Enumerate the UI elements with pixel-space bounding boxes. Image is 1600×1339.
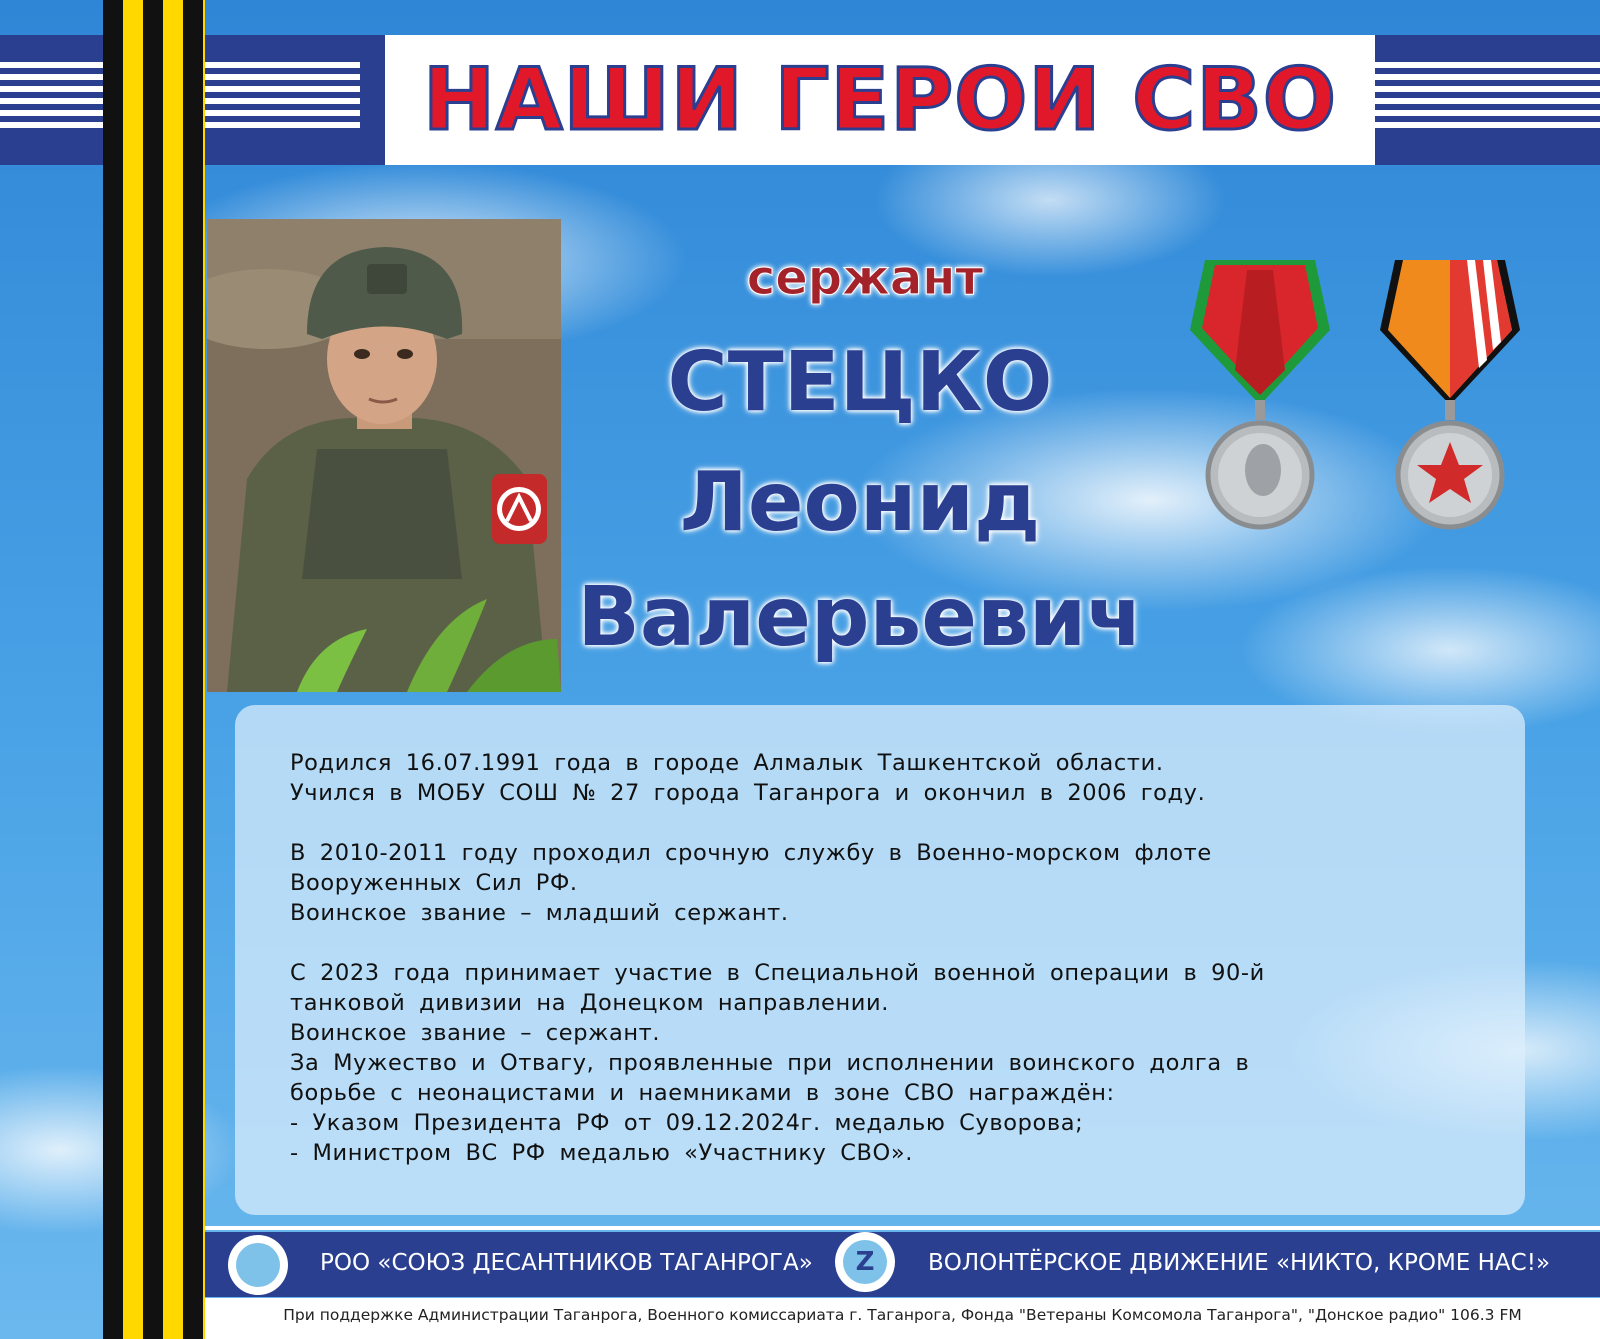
footer-stripe (205, 1226, 1600, 1230)
bio-line: Воинское звание – младший сержант. (290, 900, 789, 926)
bio-line: В 2010-2011 году проходил срочную службу в Военно-морском флоте (290, 840, 1212, 866)
bio-line: За Мужество и Отвагу, проявленные при исполнении воинского долга в (290, 1050, 1250, 1076)
biography-text (290, 748, 1340, 1168)
hero-first-name: Леонид (679, 455, 1041, 550)
suvorov-medal-icon (1185, 260, 1335, 540)
bio-line: танковой дивизии на Донецком направлении. (290, 990, 890, 1016)
support-credits: При поддержке Администрации Таганрога, Военного комиссариата г. Таганрога, Фонда "Ветераны Комсомола Таганрога", "Донское радио" 106.3 FM (283, 1306, 1522, 1324)
org-paratroopers-union: РОО «СОЮЗ ДЕСАНТНИКОВ ТАГАНРОГА» (320, 1250, 813, 1276)
bio-line: Родился 16.07.1991 года в городе Алмалык Ташкентской области. (290, 750, 1164, 776)
bio-line: - Указом Президента РФ от 09.12.2024г. медалью Суворова; (290, 1110, 1084, 1136)
soldier-photo (207, 219, 561, 692)
hero-patronymic: Валерьевич (577, 570, 1143, 665)
st-george-ribbon (103, 0, 205, 1339)
page-title: НАШИ ГЕРОИ СВО (422, 50, 1338, 150)
title-box (385, 35, 1375, 165)
paratroopers-union-logo (228, 1235, 288, 1295)
soldier-illustration (207, 219, 561, 692)
bio-line: Вооруженных Сил РФ. (290, 870, 578, 896)
z-letter: Z (855, 1247, 875, 1277)
volunteer-movement-logo (835, 1232, 895, 1292)
rank-label: сержант (746, 250, 984, 306)
header-stripes-right (1365, 62, 1600, 140)
hero-surname: СТЕЦКО (667, 335, 1053, 430)
org-volunteer-movement: ВОЛОНТЁРСКОЕ ДВИЖЕНИЕ «НИКТО, КРОМЕ НАС!» (928, 1250, 1551, 1276)
bio-line: Учился в МОБУ СОШ № 27 города Таганрога и окончил в 2006 году. (290, 780, 1206, 806)
bio-line: Воинское звание – сержант. (290, 1020, 661, 1046)
bio-line: - Министром ВС РФ медалью «Участнику СВО». (290, 1140, 913, 1166)
bio-line: борьбе с неонацистами и наемниками в зоне СВО награждён: (290, 1080, 1115, 1106)
svo-participant-medal-icon (1375, 260, 1525, 540)
bio-line: С 2023 года принимает участие в Специальной военной операции в 90-й (290, 960, 1265, 986)
